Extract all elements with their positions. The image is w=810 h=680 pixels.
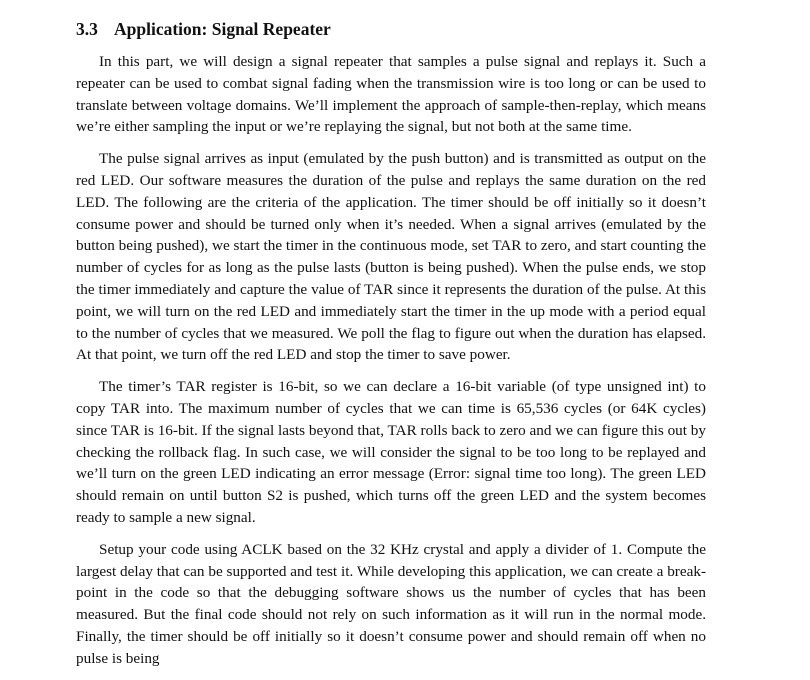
section-number: 3.3 — [76, 19, 98, 39]
section-heading — [76, 18, 331, 40]
body-text — [76, 51, 706, 680]
paragraph-setup: Setup your code using ACLK based on the 32 KHz crystal and apply a divider of 1. Compute the largest delay that can be supported and test it. While developing this application, we can create a breakpoint in the code so that the debugging software shows us the number of cycles that has been measured. But the final code should not rely on such information as it will run in the normal mode. Finally, the timer should be off initially so it doesn’t consume power and should remain off when no pulse is being — [76, 540, 706, 667]
paragraph-intro: In this part, we will design a signal repeater that samples a pulse signal and replays it. Such a repeater can be used to combat signal fading when the transmission wire is too long or can be used to translate between voltage domains. We’ll implement the approach of sample-then-replay, which means we’re either sampling the input or we’re replaying the signal, but not both at the same time. — [76, 53, 706, 136]
section-title: Application: Signal Repeater — [114, 19, 331, 39]
paragraph-pulse-signal: The pulse signal arrives as input (emulated by the push button) and is transmitted as output on the red LED. Our software measures the duration of the pulse and replays the same duration on the red LED. The following are the criteria of the application. The timer should be off initially so it doesn’t consume power and should be turned only when it’s needed. When a signal arrives (emulated by the button being pushed), we start the timer in the continuous mode, set TAR to zero, and start counting the number of cycles for as long as the pulse lasts (button is being pushed). When the pulse ends, we stop the timer immediately and capture the value of TAR since it represents the duration of the pulse. At this point, we will turn on the red LED and immediately start the timer in the up mode with a period equal to the number of cycles that we measured. We poll the flag to figure out when the duration has elapsed. At that point, we turn off the red LED and stop the timer to save power. — [76, 150, 706, 364]
paragraph-tar-register: The timer’s TAR register is 16-bit, so we can declare a 16-bit variable (of type unsigned int) to copy TAR into. The maximum number of cycles that we can time is 65,536 cycles (or 64K cycles) since TAR is 16-bit. If the signal lasts beyond that, TAR rolls back to zero and we can figure this out by checking the rollback flag. In such case, we will consider the signal to be too long to be replayed and we’ll turn on the green LED indicating an error message (Error: signal time too long). The green LED should remain on until button S2 is pushed, which turns off the green LED and the system becomes ready to sample a new signal. — [76, 378, 706, 526]
